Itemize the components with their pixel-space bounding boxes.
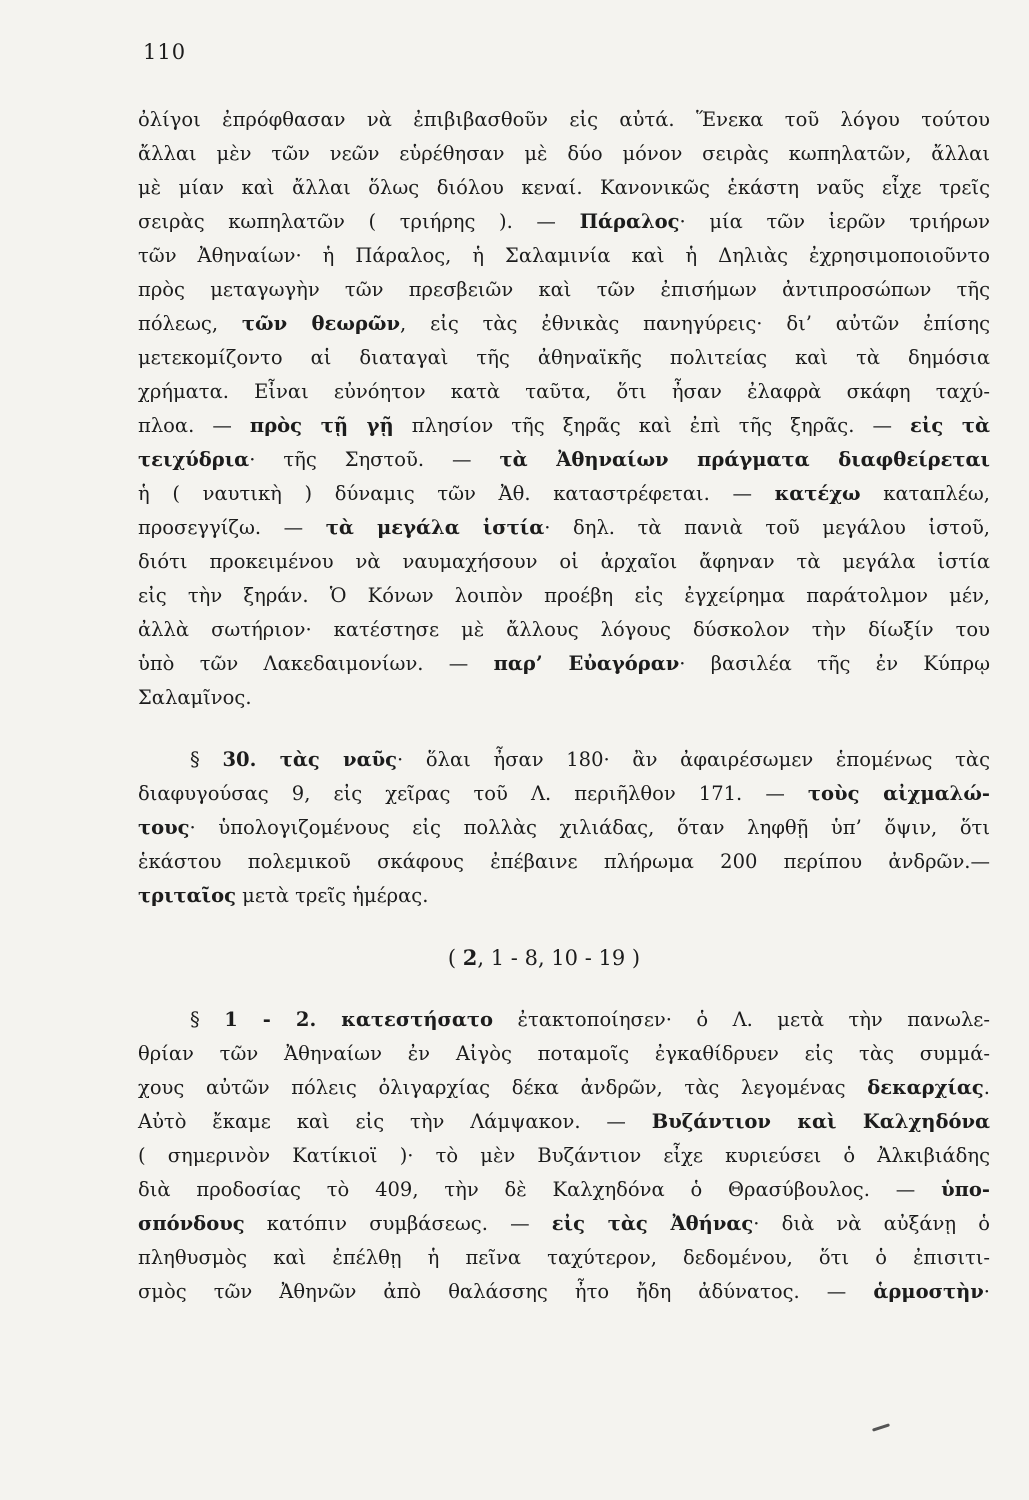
lemma-bold: Βυζάντιον καὶ Καλχηδόνα [651,1110,990,1133]
gloss-text: , 1 - 8, 10 - 19 ) [477,946,641,970]
gloss-text: εἰς τὴν ξηράν. Ὁ Κόνων λοιπὸν προέβη εἰς ἐγχείρημα παράτολμον μέν, [138,584,990,607]
ink-mark [872,1423,890,1431]
gloss-text: πλοα. — [138,414,250,437]
text-line [138,443,990,477]
text-line [138,409,990,443]
lemma-bold: δεκαρχίας [867,1076,984,1099]
lemma-bold: ὑπο- [941,1178,990,1201]
page-number: 110 [143,40,187,64]
gloss-text: προσεγγίζω. — [138,516,326,539]
lemma-bold: ἁρμοστὴν [873,1280,984,1303]
gloss-text: ἀλλὰ σωτήριον· κατέστησε μὲ ἄλλους λόγους δύσκολον τὴν δίωξίν του [138,618,990,641]
gloss-text: · βασιλέα τῆς ἐν Κύπρῳ [679,652,990,675]
text-line [138,1139,990,1173]
text-line [138,743,990,777]
gloss-text: θρίαν τῶν Ἀθηναίων ἐν Αἰγὸς ποταμοῖς ἐγκαθίδρυεν εἰς τὰς συμμά- [138,1042,990,1065]
text-line [138,375,990,409]
lemma-bold: 2 [462,945,478,970]
gloss-text: καταπλέω, [860,482,990,505]
gloss-text: Σαλαμῖνος. [138,686,252,709]
lemma-bold: σπόνδους [138,1212,245,1235]
paragraph-gap [138,975,990,1003]
gloss-text: χους αὐτῶν πόλεις ὀλιγαρχίας δέκα ἀνδρῶν, τὰς λεγομένας [138,1076,868,1099]
gloss-text: πόλεως, [138,312,242,335]
gloss-text: πληθυσμὸς καὶ ἐπέλθῃ ἡ πεῖνα ταχύτερον, δεδομένου, ὅτι ὁ ἐπισιτι- [138,1246,990,1269]
section-heading [98,941,990,975]
text-line [138,1275,990,1309]
gloss-text: § [190,748,223,771]
text-line [138,777,990,811]
gloss-text: · ὅλαι ἦσαν 180· ἂν ἀφαιρέσωμεν ἑπομένως τὰς [396,748,990,771]
gloss-text: διότι προκειμένου νὰ ναυμαχήσουν οἱ ἀρχαῖοι ἄφηναν τὰ μεγάλα ἱστία [138,550,990,573]
paragraph-gap [138,715,990,743]
text-line [138,1207,990,1241]
text-line [138,579,990,613]
gloss-text: σμὸς τῶν Ἀθηνῶν ἀπὸ θαλάσσης ἦτο ἤδη ἀδύνατος. — [138,1280,874,1303]
gloss-text: ἡ ( ναυτικὴ ) δύναμις τῶν Ἀθ. καταστρέφεται. — [138,482,775,505]
lemma-bold: τὰ Ἀθηναίων πράγματα διαφθείρεται [499,448,990,471]
lemma-bold: κατέχω [774,482,861,505]
gloss-text: πρὸς μεταγωγὴν τῶν πρεσβειῶν καὶ τῶν ἐπισήμων ἀντιπροσώπων τῆς [138,278,990,301]
gloss-text: ἄλλαι μὲν τῶν νεῶν εὑρέθησαν μὲ δύο μόνον σειρὰς κωπηλατῶν, ἄλλαι [138,142,990,165]
text-line [138,681,990,715]
gloss-text: . [983,1076,990,1099]
lemma-bold: τους [138,816,190,839]
text-line [138,879,990,913]
gloss-text: ἐτακτοποίησεν· ὁ Λ. μετὰ τὴν πανωλε- [493,1008,991,1031]
gloss-text: · δηλ. τὰ πανιὰ τοῦ μεγάλου ἱστοῦ, [544,516,990,539]
lemma-bold: τὰ μεγάλα ἱστία [325,516,545,539]
lemma-bold: εἰς τὰς Ἀθήνας [551,1212,754,1235]
gloss-text: τῶν Ἀθηναίων· ἡ Πάραλος, ἡ Σαλαμινία καὶ ἡ Δηλιὰς ἐχρησιμοποιοῦντο [138,244,990,267]
text-line [138,1003,990,1037]
text-line [138,1241,990,1275]
gloss-text: σειρὰς κωπηλατῶν ( τριήρης ). — [138,210,580,233]
gloss-text: · [983,1280,990,1303]
text-line [138,647,990,681]
text-line [138,1173,990,1207]
lemma-bold: παρ’ Εὐαγόραν [493,652,680,675]
text-line [138,477,990,511]
paragraph-gap [138,913,990,941]
text-line [138,545,990,579]
lemma-bold: τειχύδρια [138,448,250,471]
commentary-text [138,103,990,1309]
gloss-text: κατόπιν συμβάσεως. — [244,1212,552,1235]
gloss-text: ὑπὸ τῶν Λακεδαιμονίων. — [138,652,494,675]
gloss-text: χρήματα. Εἶναι εὐνόητον κατὰ ταῦτα, ὅτι ἦσαν ἐλαφρὰ σκάφη ταχύ- [138,380,990,403]
gloss-text: ( σημερινὸν Κατίκιοϊ )· τὸ μὲν Βυζάντιον εἶχε κυριεύσει ὁ Ἀλκιβιάδης [138,1144,990,1167]
gloss-text: · διὰ νὰ αὐξάνῃ ὁ [753,1212,990,1235]
text-line [138,1071,990,1105]
text-line [138,103,990,137]
text-line [138,613,990,647]
text-line [138,273,990,307]
lemma-bold: Πάραλος [579,210,680,233]
gloss-text: μετεκομίζοντο αἱ διαταγαὶ τῆς ἀθηναϊκῆς πολιτείας καὶ τὰ δημόσια [138,346,990,369]
lemma-bold: τριταῖος [138,884,236,907]
gloss-text: μὲ μίαν καὶ ἄλλαι ὅλως διόλου κεναί. Κανονικῶς ἑκάστη ναῦς εἶχε τρεῖς [138,176,990,199]
text-line [138,341,990,375]
gloss-text: Αὐτὸ ἔκαμε καὶ εἰς τὴν Λάμψακον. — [138,1110,652,1133]
gloss-text: ( [447,946,463,970]
lemma-bold: τοὺς αἰχμαλώ- [807,782,990,805]
text-line [138,171,990,205]
text-line [138,1037,990,1071]
text-line [138,205,990,239]
gloss-text: πλησίον τῆς ξηρᾶς καὶ ἐπὶ τῆς ξηρᾶς. — [393,414,911,437]
gloss-text: ὀλίγοι ἐπρόφθασαν νὰ ἐπιβιβασθοῦν εἰς αὐτά. Ἕνεκα τοῦ λόγου τούτου [138,108,990,131]
text-line [138,137,990,171]
gloss-text: · ὑπολογιζομένους εἰς πολλὰς χιλιάδας, ὅταν ληφθῇ ὑπ’ ὄψιν, ὅτι [189,816,990,839]
gloss-text: · τῆς Σηστοῦ. — [249,448,500,471]
lemma-bold: πρὸς τῇ γῇ [249,414,394,437]
lemma-bold: 1 - 2. κατεστήσατο [224,1008,494,1031]
gloss-text: , εἰς τὰς ἐθνικὰς πανηγύρεις· δι’ αὐτῶν ἐπίσης [400,312,991,335]
lemma-bold: 30. τὰς ναῦς [222,748,397,771]
gloss-text: · μία τῶν ἱερῶν τριήρων [679,210,990,233]
gloss-text: μετὰ τρεῖς ἡμέρας. [235,884,429,907]
lemma-bold: εἰς τὰ [910,414,990,437]
gloss-text: § [190,1008,225,1031]
text-line [138,1105,990,1139]
gloss-text: διαφυγούσας 9, εἰς χεῖρας τοῦ Λ. περιῆλθον 171. — [138,782,808,805]
lemma-bold: τῶν θεωρῶν [241,312,401,335]
text-line [138,811,990,845]
gloss-text: διὰ προδοσίας τὸ 409, τὴν δὲ Καλχηδόνα ὁ Θρασύβουλος. — [138,1178,942,1201]
gloss-text: ἑκάστου πολεμικοῦ σκάφους ἐπέβαινε πλήρωμα 200 περίπου ἀνδρῶν.— [138,850,990,873]
text-line [138,845,990,879]
text-line [138,511,990,545]
text-line [138,307,990,341]
text-line [138,239,990,273]
